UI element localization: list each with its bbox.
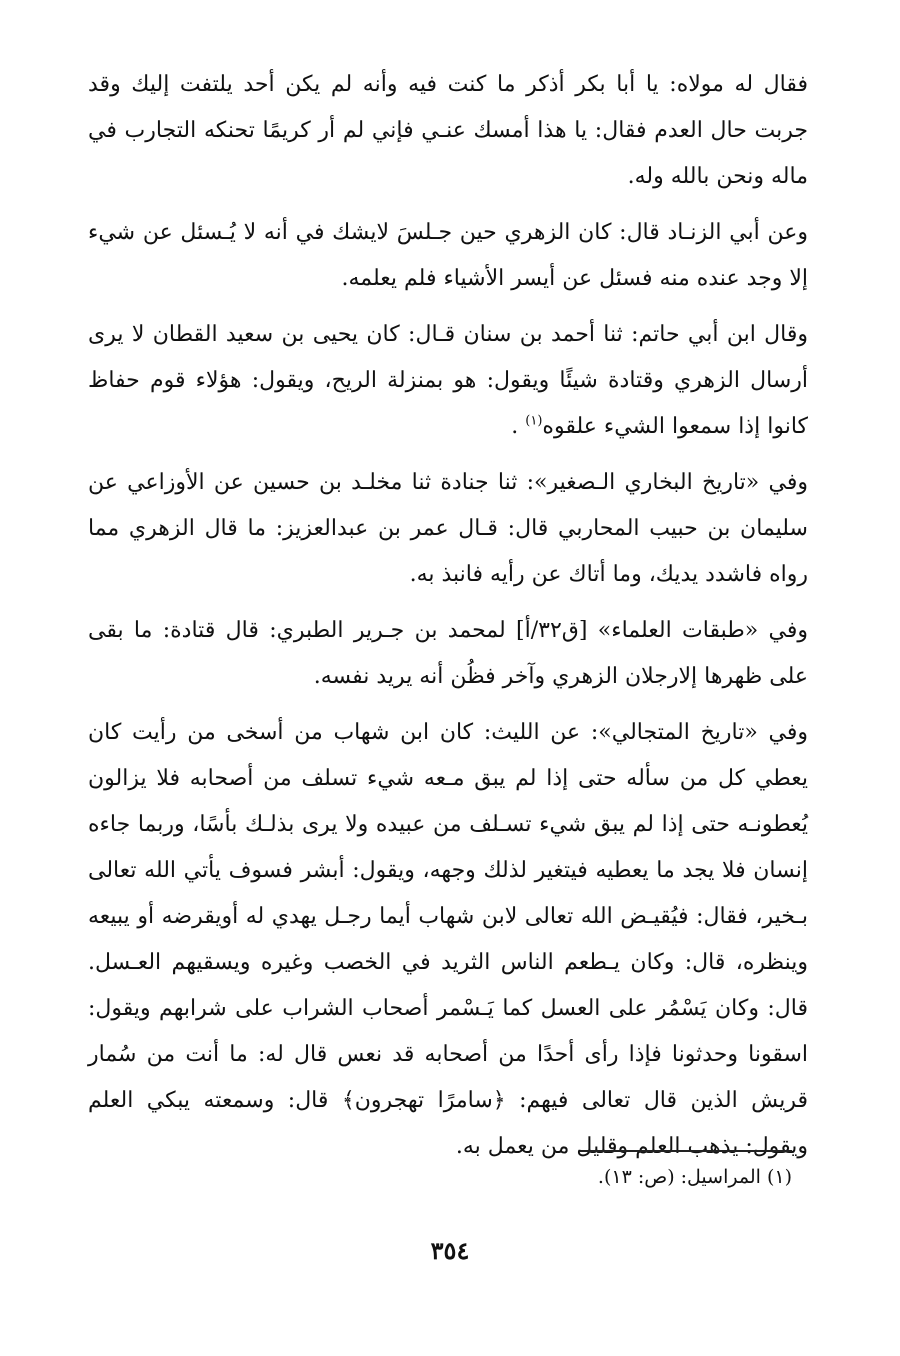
paragraph-4	[88, 460, 808, 598]
footnote-reference[interactable]: (١)	[525, 413, 543, 429]
paragraph-2-text: وعن أبي الزنـاد قال: كان الزهري حين جـلسَ لايشك في أنه لا يُـسئل عن شيء إلا وجد عنده منه فسئل عن أيسر الأشياء فلم يعلمه.	[88, 220, 808, 291]
footnote: (١) المراسيل: (ص: ١٣).	[597, 1166, 792, 1188]
paragraph-2	[88, 210, 808, 302]
paragraph-3-text: وقال ابن أبي حاتم: ثنا أحمد بن سنان قـال: كان يحيى بن سعيد القطان لا يرى أرسال الزهري وقتادة شيئًا ويقول: هو بمنزلة الريح، ويقول: هؤلاء قوم حفاظ كانوا إذا سمعوا الشيء علقوه	[88, 322, 808, 439]
paragraph-3	[88, 312, 808, 450]
paragraph-4-text: وفي «تاريخ البخاري الـصغير»: ثنا جنادة ثنا مخلـد بن حسين عن الأوزاعي عن سليمان بن حبيب المحاربي قال: قـال عمر بن عبدالعزيز: ما قال الزهري مما رواه فاشدد يديك، وما أتاك عن رأيه فانبذ به.	[88, 470, 808, 587]
paragraph-6-text: وفي «تاريخ المتجالي»: عن الليث: كان ابن شهاب من أسخى من رأيت كان يعطي كل من سأله حتى إذا لم يبق مـعه شيء تسلف من أصحابه فلا يزالون يُعطونـه حتى إذا لم يبق شيء تسـلف من عبيده ولا يرى بذلـك بأسًا، وربما جاءه إنسان فلا يجد ما يعطيه فيتغير لذلك وجهه، ويقول: أبشر فسوف يأتي الله تعالى بـخير، فقال: فيُقيـض الله تعالى لابن شهاب أيما رجـل يهدي له أويقرضه أو يبيعه وينظره، قال: وكان يـطعم الناس الثريد في الخصب وغيره ويسقيهم العـسل. قال: وكان يَسْمُر على العسل كما يَـسْمر أصحاب الشراب على شرابهم ويقول: اسقونا وحدثونا فإذا رأى أحدًا من أصحابه قد نعس قال له: ما أنت من سُمار قريش الذين قال تعالى فيهم: ﴿سامرًا تهجرون﴾ قال: وسمعته يبكي العلم ويقول: يذهب العلم وقليل من يعمل به.	[88, 720, 808, 1159]
page-body	[88, 62, 808, 1180]
paragraph-1	[88, 62, 808, 200]
paragraph-5	[88, 608, 808, 700]
paragraph-3-tail: .	[511, 414, 526, 439]
paragraph-6	[88, 710, 808, 1170]
footnote-divider	[580, 1150, 792, 1152]
paragraph-5-text: وفي «طبقات العلماء» [ق٣٢/أ] لمحمد بن جـرير الطبري: قال قتادة: ما بقى على ظهرها إلارجلان الزهري وآخر فظُن أنه يريد نفسه.	[88, 618, 809, 689]
page-number: ٣٥٤	[430, 1236, 470, 1265]
paragraph-1-text: فقال له مولاه: يا أبا بكر أذكر ما كنت فيه وأنه لم يكن أحد يلتفت إليك وقد جربت حال العدم فقال: يا هذا أمسك عنـي فإني لم أر كريمًا تحنكه التجارب في ماله ونحن بالله وله.	[88, 72, 808, 189]
